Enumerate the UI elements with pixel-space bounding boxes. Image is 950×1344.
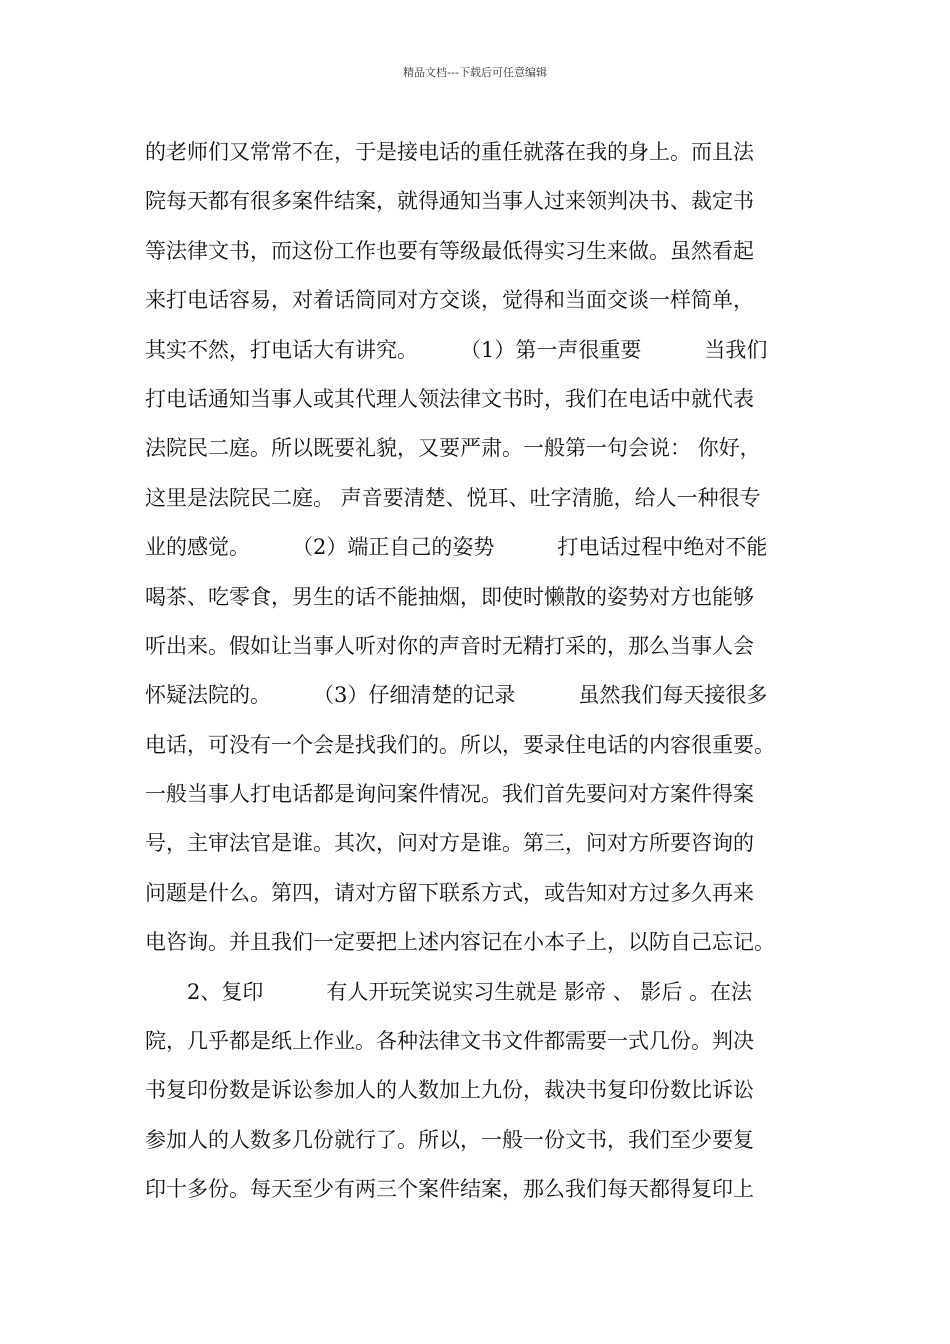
- page-header: 精品文档---下载后可任意编辑: [403, 66, 547, 79]
- body-line: 这里是法院民二庭。 声音要清楚、悦耳、吐字清脆，给人一种很专: [145, 485, 761, 510]
- body-line: 其实不然，打电话大有讲究。 （1）第一声很重要 当我们: [145, 337, 768, 362]
- body-line: 业的感觉。 （2）端正自己的姿势 打电话过程中绝对不能: [145, 535, 768, 560]
- body-line: 印十多份。每天至少有两三个案件结案，那么我们每天都得复印上: [145, 1177, 754, 1202]
- body-line: 的老师们又常常不在，于是接电话的重任就落在我的身上。而且法: [145, 140, 754, 164]
- body-line: 打电话通知当事人或其代理人领法律文书时，我们在电话中就代表: [145, 386, 754, 411]
- body-line: 电话，可没有一个会是找我们的。所以，要录住电话的内容很重要。: [145, 732, 775, 757]
- body-line: 参加人的人数多几份就行了。所以，一般一份文书，我们至少要复: [145, 1127, 754, 1152]
- body-line: 号，主审法官是谁。其次，问对方是谁。第三，问对方所要咨询的: [145, 831, 754, 856]
- body-line: 喝茶、吃零食，男生的话不能抽烟，即使时懒散的姿势对方也能够: [145, 584, 754, 609]
- body-line: 来打电话容易，对着话筒同对方交谈，觉得和当面交谈一样简单，: [145, 288, 754, 313]
- body-line: 院，几乎都是纸上作业。各种法律文书文件都需要一式几份。判决: [145, 1029, 754, 1054]
- body-line: 院每天都有很多案件结案，就得通知当事人过来领判决书、裁定书: [145, 189, 754, 214]
- body-line: 一般当事人打电话都是询问案件情况。我们首先要问对方案件得案: [145, 782, 754, 807]
- body-line: 书复印份数是诉讼参加人的人数加上九份，裁决书复印份数比诉讼: [145, 1078, 754, 1103]
- body-line: 等法律文书，而这份工作也要有等级最低得实习生来做。虽然看起: [145, 238, 754, 263]
- body-line: 法院民二庭。所以既要礼貌，又要严肃。一般第一句会说： 你好，: [145, 436, 761, 461]
- body-line: 电咨询。并且我们一定要把上述内容记在小本子上，以防自己忘记。: [145, 930, 775, 955]
- document-body: [145, 128, 825, 1215]
- body-line: 听出来。假如让当事人听对你的声音时无精打采的，那么当事人会: [145, 633, 754, 658]
- body-line: 怀疑法院的。 （3）仔细清楚的记录 虽然我们每天接很多: [145, 683, 768, 708]
- body-line: 问题是什么。第四，请对方留下联系方式，或告知对方过多久再来: [145, 880, 754, 905]
- body-line: 2、复印 有人开玩笑说实习生就是 影帝 、 影后 。在法: [145, 979, 753, 1004]
